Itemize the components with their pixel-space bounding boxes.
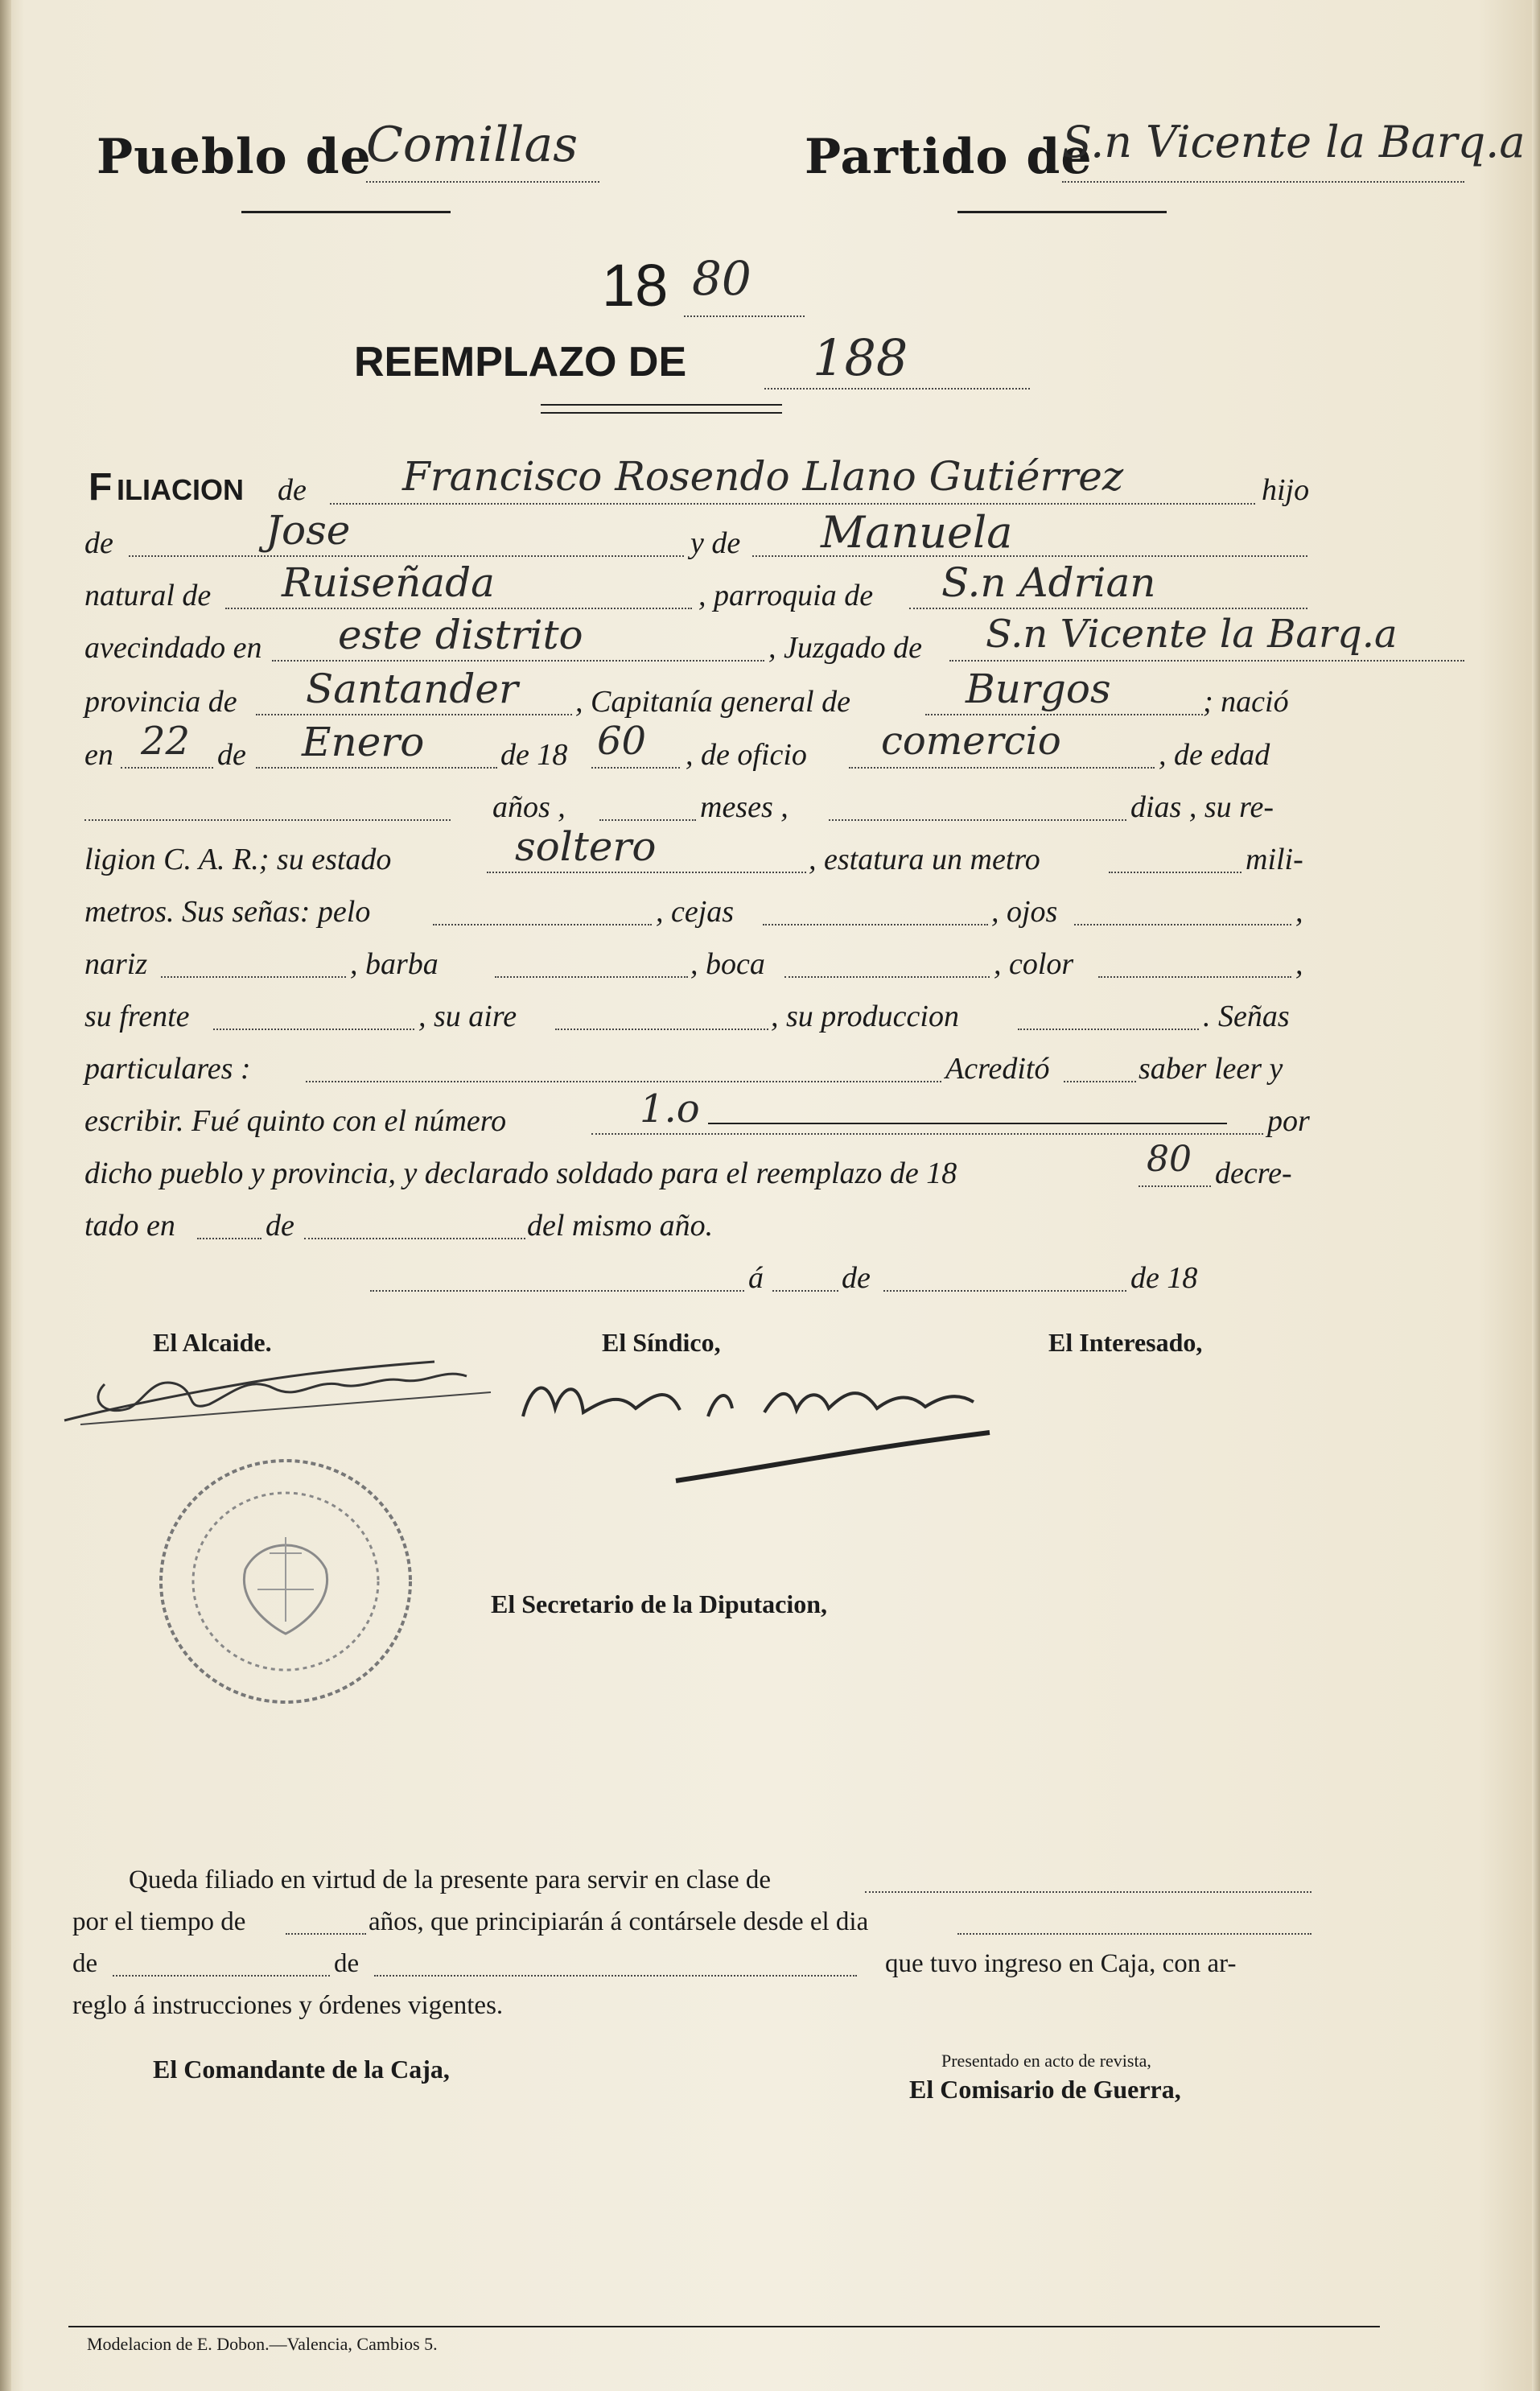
month-value: Enero: [302, 719, 425, 765]
month-line: [256, 767, 497, 769]
interesado-label: El Interesado,: [1048, 1328, 1203, 1357]
color-comma: ,: [1295, 947, 1303, 981]
color-label: , color: [994, 947, 1074, 981]
capitania-label: , Capitanía general de: [575, 685, 850, 719]
tado-en-label: tado en: [84, 1209, 175, 1243]
juzgado-line: [949, 660, 1464, 662]
year-line: [684, 315, 805, 317]
que-tuvo-text: que tuvo ingreso en Caja, con ar-: [885, 1949, 1237, 1978]
presentado-text: Presentado en acto de revista,: [941, 2051, 1151, 2071]
month2-line: [883, 1290, 1126, 1292]
produccion-line: [1018, 1029, 1199, 1030]
year-suffix: 80: [692, 251, 751, 306]
reemplazo-rule-1: [541, 404, 782, 406]
saber-label: saber leer y: [1139, 1052, 1283, 1086]
page-left-edge: [0, 0, 11, 2391]
alcalde-label: El Alcaide.: [153, 1328, 272, 1357]
place-line: [370, 1290, 744, 1292]
estatura-line: [1109, 872, 1241, 873]
tado-line: [197, 1238, 261, 1239]
name-value: Francisco Rosendo Llano Gutiérrez: [402, 453, 1124, 500]
reemplazo-year-value: 80: [1147, 1139, 1192, 1180]
parroquia-line: [909, 608, 1307, 609]
estado-line: [487, 872, 806, 873]
partido-rule: [957, 211, 1167, 213]
capitania-line: [925, 714, 1203, 715]
meses-label: meses ,: [700, 790, 789, 824]
anos-que-text: años, que principiarán á contársele desde el dia: [369, 1907, 869, 1936]
day-line: [121, 767, 213, 769]
comandante-label: El Comandante de la Caja,: [153, 2055, 450, 2084]
aire-label: , su aire: [418, 1000, 517, 1033]
edad-label: , de edad: [1159, 738, 1270, 772]
parroquia-label: , parroquia de: [698, 579, 874, 612]
por-tiempo-text: por el tiempo de: [72, 1907, 246, 1936]
y-de-label: y de: [690, 526, 741, 560]
pueblo-value: Comillas: [366, 117, 579, 173]
por-label: por: [1267, 1104, 1310, 1138]
numero-strike: [708, 1123, 1227, 1124]
pelo-line: [433, 924, 652, 925]
nacio-label: ; nació: [1203, 685, 1289, 719]
footer-line-2: [374, 1975, 857, 1977]
dias-label: dias , su re-: [1130, 790, 1274, 824]
del-mismo-label: del mismo año.: [527, 1209, 714, 1243]
clase-line: [865, 1891, 1311, 1893]
official-seal-stamp: [149, 1449, 422, 1714]
juzgado-value: S.n Vicente la Barq.a: [986, 612, 1398, 657]
provincia-value: Santander: [306, 666, 518, 712]
metros-label: metros. Sus señas: pelo: [84, 895, 371, 929]
tado-line-2: [304, 1238, 525, 1239]
decre-label: decre-: [1215, 1156, 1292, 1190]
footer-de-1: de: [72, 1949, 98, 1978]
name-line: [330, 503, 1255, 505]
year-prefix: 18: [602, 252, 669, 319]
dia-line: [957, 1933, 1311, 1935]
filiacion-title: ILIACION: [117, 473, 244, 506]
a-label: á: [748, 1261, 764, 1295]
parroquia-value: S.n Adrian: [941, 559, 1156, 606]
pueblo-label: Pueblo de: [97, 129, 372, 185]
de5-label: de: [842, 1261, 871, 1295]
produccion-label: , su produccion: [771, 1000, 959, 1033]
reemplazo-rule-2: [541, 412, 782, 414]
ojos-comma: ,: [1295, 895, 1303, 929]
nariz-label: nariz: [84, 947, 148, 981]
color-line: [1098, 976, 1291, 978]
nariz-line: [161, 976, 346, 978]
de-18-label: de 18: [500, 738, 568, 772]
acredito-line: [1064, 1081, 1136, 1082]
footer-line-1: [113, 1975, 330, 1977]
hijo-label: hijo: [1262, 473, 1310, 507]
ojos-label: , ojos: [991, 895, 1058, 929]
imprint-text: Modelacion de E. Dobon.—Valencia, Cambios 5.: [87, 2334, 438, 2354]
avecindado-label: avecindado en: [84, 631, 262, 665]
natural-line: [225, 608, 692, 609]
frente-label: su frente: [84, 1000, 190, 1033]
queda-text: Queda filiado en virtud de la presente para servir en clase de: [129, 1865, 772, 1894]
de2-label: de: [84, 526, 113, 560]
boca-label: , boca: [690, 947, 765, 981]
birth-year-value: 60: [597, 719, 647, 764]
oficio-label: , de oficio: [686, 738, 807, 772]
father-line: [129, 555, 684, 557]
particulares-line: [306, 1081, 941, 1082]
estatura-label: , estatura un metro: [809, 843, 1040, 876]
en-label: en: [84, 738, 113, 772]
barba-line: [495, 976, 688, 978]
secretario-label: El Secretario de la Diputacion,: [491, 1589, 828, 1618]
pueblo-rule: [241, 211, 451, 213]
reemplazo-value: 188: [813, 328, 908, 387]
tiempo-line: [286, 1933, 366, 1935]
date-line: [772, 1290, 838, 1292]
provincia-line: [256, 714, 572, 715]
avecindado-line: [272, 660, 764, 662]
ojos-line: [1074, 924, 1291, 925]
partido-value: S.n Vicente la Barq.a: [1062, 117, 1526, 167]
partido-line: [1062, 181, 1464, 183]
escribir-label: escribir. Fué quinto con el número: [84, 1104, 507, 1138]
sindico-signature: [499, 1352, 998, 1489]
aire-line: [555, 1029, 768, 1030]
anos-label: años ,: [492, 790, 566, 824]
imprint-rule: [68, 2326, 1380, 2327]
sindico-label: El Síndico,: [602, 1328, 721, 1357]
reemplazo-label: REEMPLAZO DE: [354, 339, 687, 385]
de3-label: de: [217, 738, 246, 772]
senas-label: . Señas: [1203, 1000, 1290, 1033]
oficio-line: [849, 767, 1155, 769]
dicho-label: dicho pueblo y provincia, y declarado soldado para el reemplazo de 18: [84, 1156, 957, 1190]
footer-de-2: de: [334, 1949, 360, 1978]
reglo-text: reglo á instrucciones y órdenes vigentes.: [72, 1991, 504, 2020]
reemplazo-line: [764, 388, 1030, 390]
oficio-value: comercio: [881, 719, 1061, 764]
partido-label: Partido de: [805, 129, 1093, 185]
mother-value: Manuela: [821, 507, 1013, 558]
cejas-line: [763, 924, 988, 925]
comisario-label: El Comisario de Guerra,: [909, 2075, 1181, 2104]
natural-value: Ruiseñada: [282, 559, 495, 606]
provincia-label: provincia de: [84, 685, 237, 719]
cejas-label: , cejas: [656, 895, 735, 929]
birth-year-line: [591, 767, 680, 769]
mother-line: [752, 555, 1307, 557]
day-value: 22: [141, 719, 191, 764]
alcalde-signature: [56, 1344, 507, 1433]
estado-value: soltero: [515, 823, 657, 870]
anos-line: [599, 819, 696, 821]
avecindado-value: este distrito: [338, 612, 583, 658]
barba-label: , barba: [350, 947, 439, 981]
numero-value: 1.o: [640, 1086, 700, 1132]
particulares-label: particulares :: [84, 1052, 251, 1086]
frente-line: [213, 1029, 414, 1030]
natural-de-label: natural de: [84, 579, 212, 612]
father-value: Jose: [266, 507, 351, 554]
numero-line: [591, 1133, 1263, 1135]
meses-line: [829, 819, 1126, 821]
de4-label: de: [266, 1209, 294, 1243]
juzgado-label: , Juzgado de: [768, 631, 923, 665]
capitania-value: Burgos: [966, 666, 1111, 712]
page-right-edge: [1532, 0, 1540, 2391]
edad-line: [84, 819, 451, 821]
acredito-label: Acreditó: [945, 1052, 1050, 1086]
mili-label: mili-: [1246, 843, 1303, 876]
de-label: de: [278, 473, 307, 507]
de-18b-label: de 18: [1130, 1261, 1198, 1295]
pueblo-line: [366, 181, 599, 183]
filiacion-initial: F: [89, 466, 113, 509]
boca-line: [784, 976, 990, 978]
religion-label: ligion C. A. R.; su estado: [84, 843, 392, 876]
reemplazo-year-line: [1139, 1185, 1211, 1187]
